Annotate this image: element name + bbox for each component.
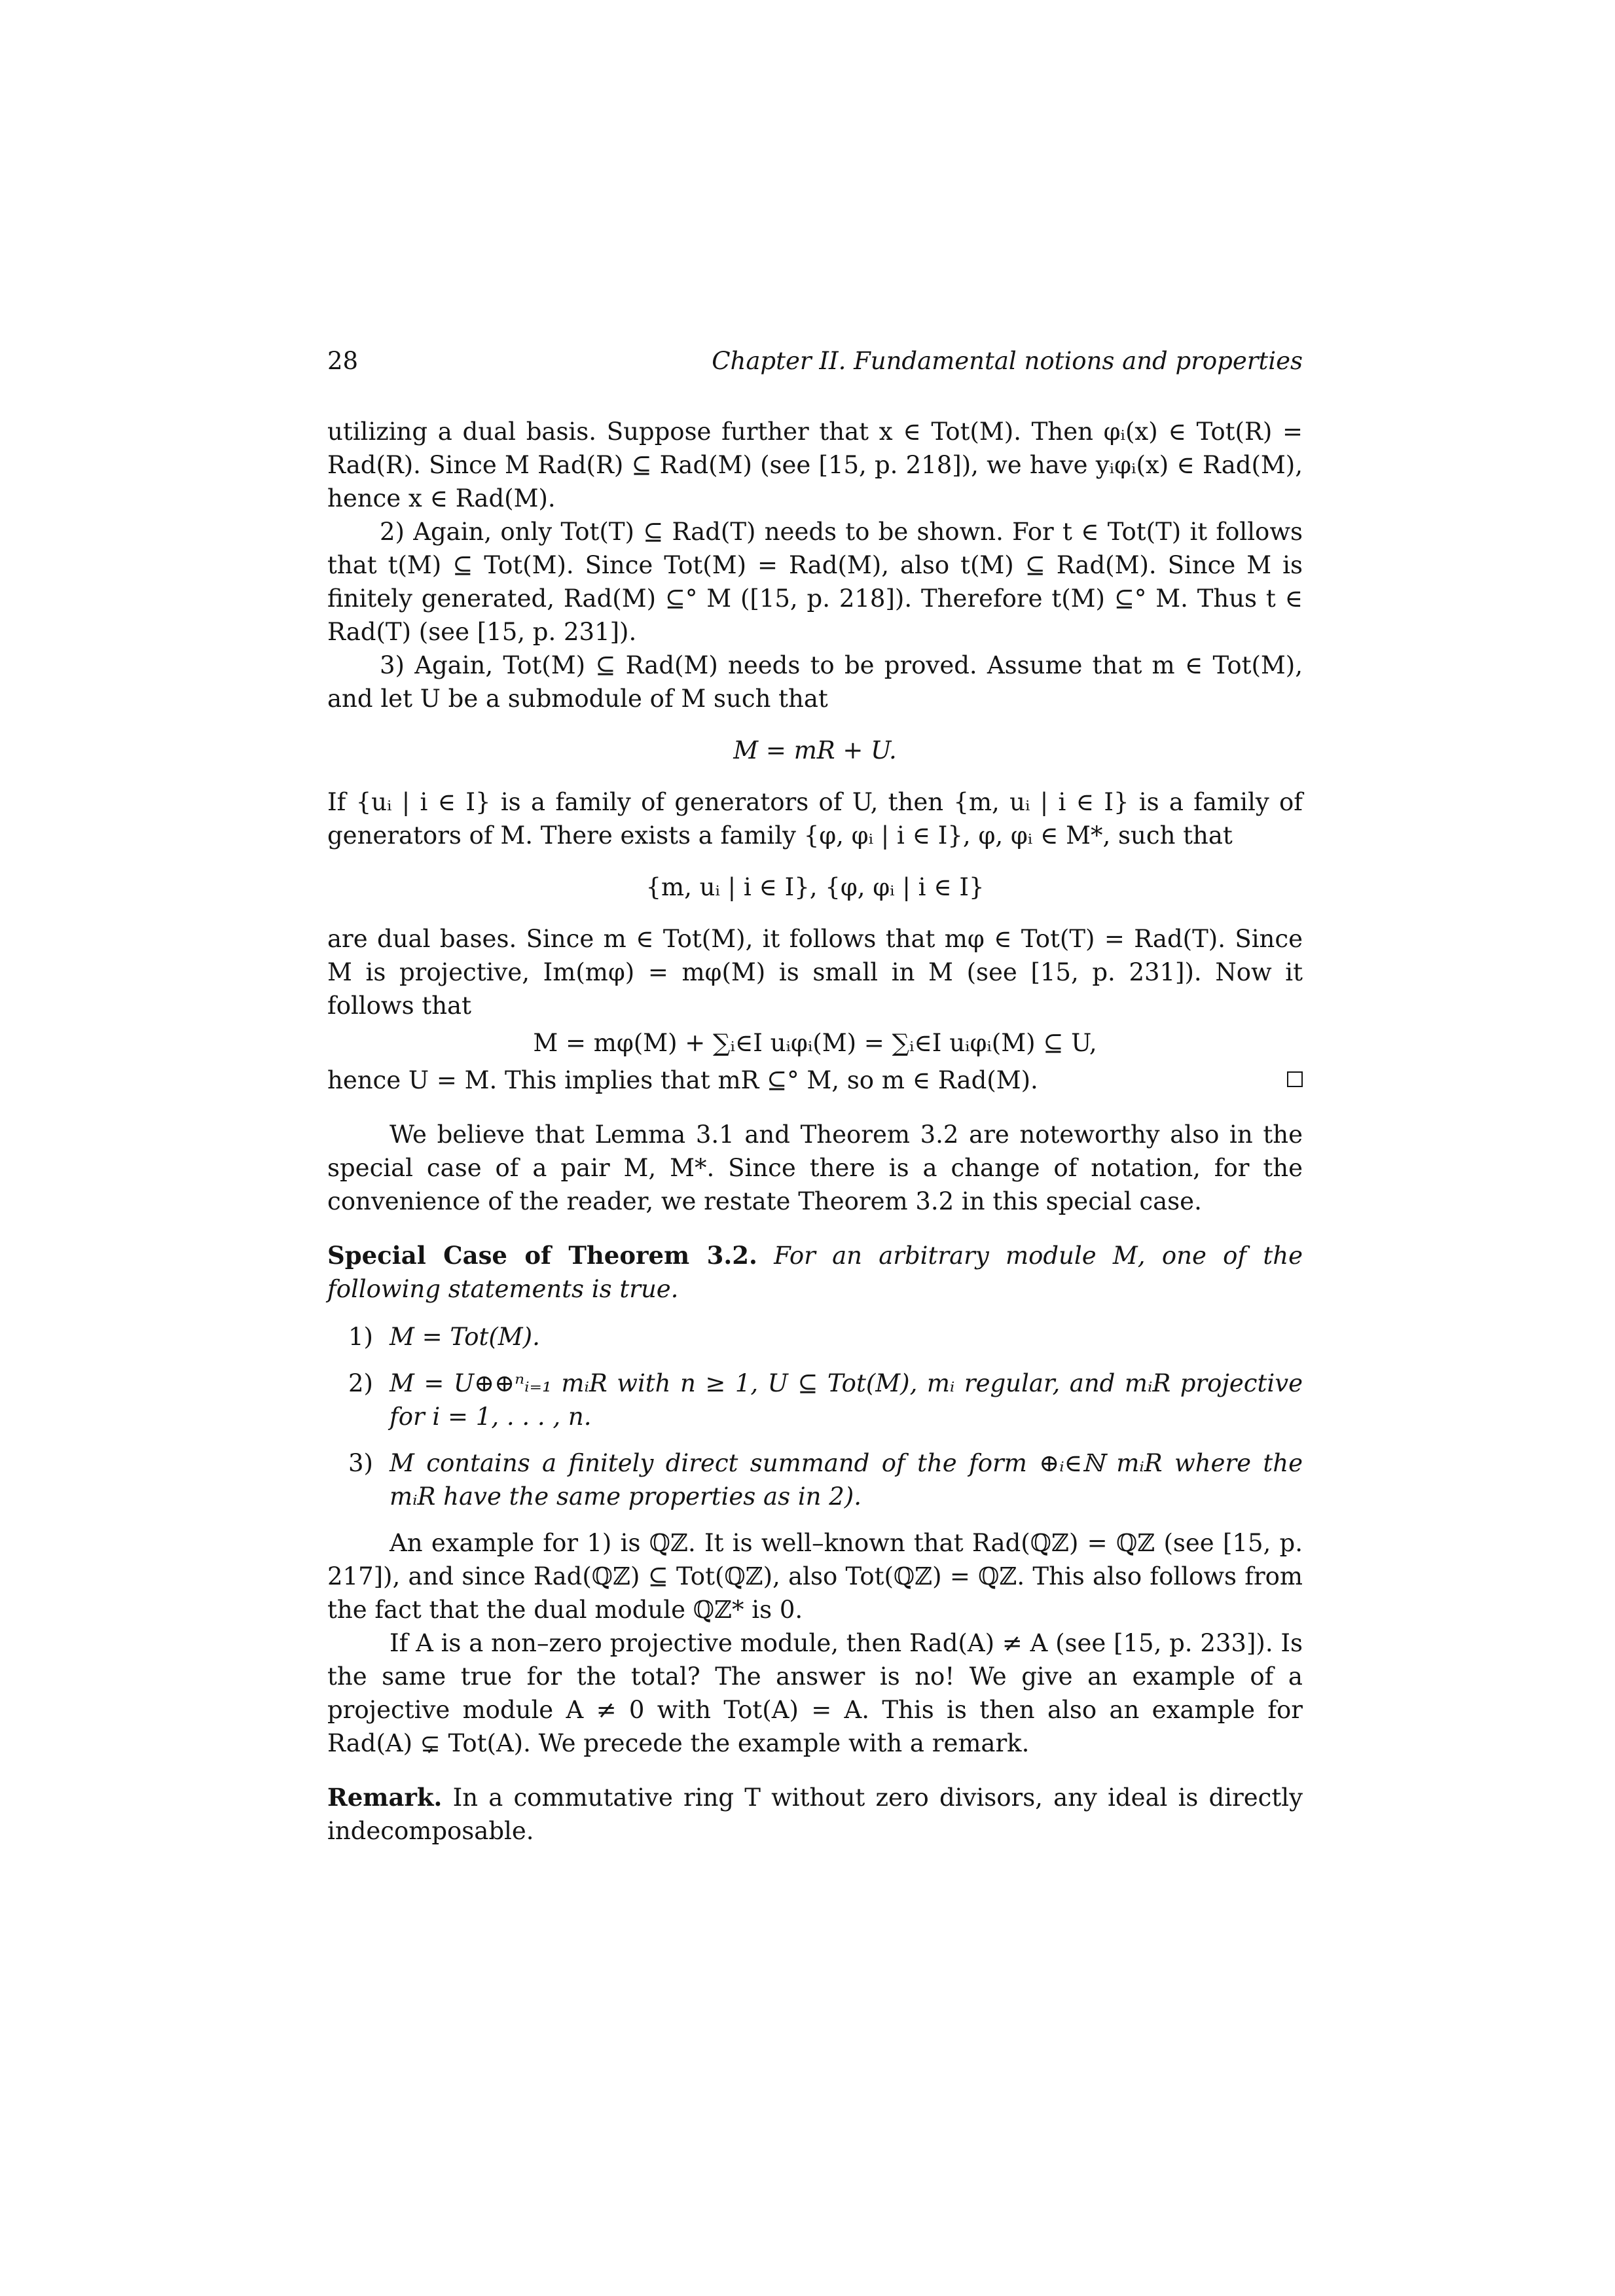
list-item-number: 3): [348, 1449, 373, 1477]
equation-1: M = mR + U.: [733, 736, 897, 764]
list-item-text: M = Tot(M).: [390, 1323, 540, 1351]
running-head: [327, 347, 1303, 380]
list-item: [327, 1446, 1303, 1513]
list-item: [327, 1367, 1303, 1433]
equation-2: {m, uᵢ | i ∈ I}, {φ, φᵢ | i ∈ I}: [645, 873, 985, 901]
remark: [327, 1781, 1303, 1848]
paragraph-9: If A is a non–zero projective module, then Rad(A) ≠ A (see [15, p. 233]). Is the same true for the total? The answer is no! We give an example of a projective module A ≠ 0 with Tot(A) = A. This is then also an example for Rad(A) ⊊ Tot(A). We precede the example with a remark.: [327, 1629, 1303, 1757]
paragraph-7: We believe that Lemma 3.1 and Theorem 3.2 are noteworthy also in the special case of a pair M, M*. Since there is a change of notation, for the convenience of the reader, we restate Theorem 3.2 in this special case.: [327, 1121, 1303, 1215]
list-item-number: 2): [348, 1369, 373, 1397]
proof-end-line: [327, 1064, 1303, 1097]
paragraph-6: hence U = M. This implies that mR ⊆° M, so m ∈ Rad(M).: [327, 1066, 1038, 1094]
equation-3: M = mφ(M) + ∑ᵢ∈I uᵢφᵢ(M) = ∑ᵢ∈I uᵢφᵢ(M) ⊆ U,: [533, 1029, 1097, 1057]
qed-box-icon: [1287, 1071, 1303, 1087]
paragraph-2: 2) Again, only Tot(T) ⊆ Rad(T) needs to be shown. For t ∈ Tot(T) it follows that t(M) ⊆ Tot(M). Since Tot(M) = Rad(M), also t(M) ⊆ Rad(M). Since M is finitely generated, Rad(M) ⊆° M ([15, p. 218]). Therefore t(M) ⊆° M. Thus t ∈ Rad(T) (see [15, p. 231]).: [327, 518, 1303, 646]
paragraph-1: utilizing a dual basis. Suppose further that x ∈ Tot(M). Then φᵢ(x) ∈ Tot(R) = Rad(R). Since M Rad(R) ⊆ Rad(M) (see [15, p. 218]), we have yᵢφᵢ(x) ∈ Rad(M), hence x ∈ Rad(M).: [327, 418, 1303, 512]
list-item-text: M = U⊕⊕ⁿᵢ₌₁ mᵢR with n ≥ 1, U ⊆ Tot(M), mᵢ regular, and mᵢR projective for i = 1, . . . , n.: [390, 1369, 1303, 1431]
special-case-text: For an arbitrary module M, one of the following statements is true.: [327, 1242, 1303, 1303]
special-case-label: Special Case of Theorem 3.2.: [327, 1241, 757, 1270]
special-case-statement: [327, 1239, 1303, 1306]
remark-text: In a commutative ring T without zero divisors, any ideal is directly indecomposable.: [327, 1784, 1303, 1845]
list-item: [327, 1320, 1303, 1354]
list-item-text: M contains a finitely direct summand of the form ⊕ᵢ∈ℕ mᵢR where the mᵢR have the same properties as in 2).: [390, 1449, 1303, 1511]
paragraph-8: An example for 1) is ℚℤ. It is well–known that Rad(ℚℤ) = ℚℤ (see [15, p. 217]), and since Rad(ℚℤ) ⊆ Tot(ℚℤ), also Tot(ℚℤ) = ℚℤ. This also follows from the fact that the dual module ℚℤ* is 0.: [327, 1529, 1303, 1624]
paragraph-4: If {uᵢ | i ∈ I} is a family of generators of U, then {m, uᵢ | i ∈ I} is a family of generators of M. There exists a family {φ, φᵢ | i ∈ I}, φ, φᵢ ∈ M*, such that: [327, 788, 1303, 850]
list-item-number: 1): [348, 1323, 373, 1351]
paragraph-5: are dual bases. Since m ∈ Tot(M), it follows that mφ ∈ Tot(T) = Rad(T). Since M is projective, Im(mφ) = mφ(M) is small in M (see [15, p. 231]). Now it follows that: [327, 925, 1303, 1020]
remark-label: Remark.: [327, 1783, 443, 1812]
special-case-list: [327, 1320, 1303, 1513]
page-number: 28: [327, 347, 359, 375]
page: [327, 347, 1303, 1848]
chapter-title: Chapter II. Fundamental notions and properties: [712, 347, 1303, 375]
paragraph-3: 3) Again, Tot(M) ⊆ Rad(M) needs to be proved. Assume that m ∈ Tot(M), and let U be a submodule of M such that: [327, 651, 1303, 713]
